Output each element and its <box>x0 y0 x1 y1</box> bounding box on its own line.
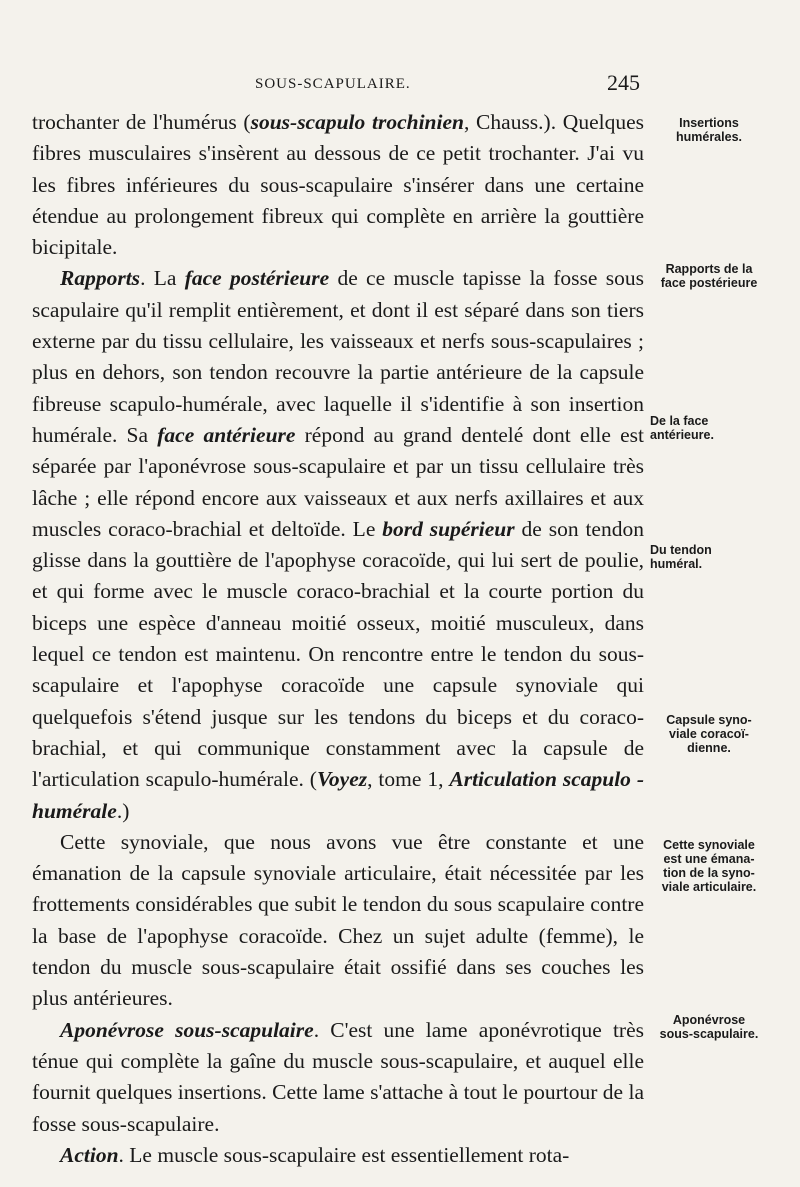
margin-note-line: huméral. <box>650 557 703 571</box>
running-head <box>220 70 640 100</box>
margin-note-line: viale articulaire. <box>661 880 757 894</box>
paragraph-p2: Rapports. La face postérieure de ce muscle tapisse la fosse sous scapulaire qu'il remplit entièrement, et dont il est séparé dans son tiers externe par du tissu cellulaire, les vaisseaux et nerfs sous-scapulaires ; plus en dehors, son tendon recouvre la partie antérieure de la capsule fibreuse scapulo-humérale, avec laquelle il s'identifie à son insertion humérale. Sa face antérieure répond au grand dentelé dont elle est séparée par l'aponévrose sous-scapulaire et par un tissu cellulaire très lâche ; elle répond encore aux vaisseaux et aux nerfs axillaires et aux muscles coraco-brachial et deltoïde. Le bord supérieur de son tendon glisse dans la gouttière de l'apophyse coracoïde, qui lui sert de poulie, et qui forme avec le muscle coraco-brachial et la courte portion du biceps une espèce d'anneau moitié osseux, moitié musculeux, dans lequel ce tendon est maintenu. On rencontre entre le tendon du sous-scapulaire et l'apophyse coracoïde une capsule synoviale qui quelquefois s'étend jusque sur les tendons du biceps et du coraco-brachial, et qui communique constamment avec la capsule de l'articulation scapulo-humérale. (Voyez, tome 1, Articulation scapulo -humérale.) <box>32 266 644 823</box>
paragraph-p5: Action. Le muscle sous-scapulaire est essentiellement rota- <box>60 1142 570 1167</box>
margin-note-tendon <box>650 543 768 571</box>
margin-note-line: humérales. <box>675 130 742 144</box>
margin-note-line: Capsule syno- <box>666 713 752 727</box>
running-head-title: SOUS-SCAPULAIRE. <box>255 76 411 92</box>
margin-note-line: Cette synoviale <box>663 838 755 852</box>
page-number: 245 <box>607 70 640 95</box>
margin-note-face-anterieure <box>650 414 768 442</box>
paragraph-p1: trochanter de l'humérus (sous-scapulo trochinien, Chauss.). Quelques fibres musculaires s'insèrent au dessous de ce petit trochanter. J'ai vu les fibres inférieures du sous-scapulaire s'insérer dans une certaine étendue au prolongement fibreux qui complète en arrière la gouttière bicipitale. <box>32 110 644 260</box>
paragraph-p3: Cette synoviale, que nous avons vue être constante et une émanation de la capsule synoviale articulaire, était nécessitée par les frottements considérables que subit le tendon du sous scapulaire contre la base de l'apophyse coracoïde. Chez un sujet adulte (femme), le tendon du muscle sous-scapulaire était ossifié dans ses couches les plus antérieures. <box>32 829 644 1011</box>
body-text <box>32 107 644 1171</box>
margin-note-synoviale <box>650 838 768 894</box>
margin-note-line: De la face <box>650 414 709 428</box>
margin-note-line: face postérieure <box>660 276 758 290</box>
margin-note-line: Du tendon <box>650 543 712 557</box>
margin-note-line: antérieure. <box>650 428 714 442</box>
margin-note-insertions <box>650 116 768 144</box>
margin-note-line: Aponévrose <box>672 1013 746 1027</box>
margin-note-aponevrose <box>650 1013 768 1041</box>
paragraph-p4: Aponévrose sous-scapulaire. C'est une lame aponévrotique très ténue qui complète la gaîne du muscle sous-scapulaire, et auquel elle fournit quelques insertions. Cette lame s'attache à tout le pourtour de la fosse sous-scapulaire. <box>32 1017 645 1136</box>
margin-note-line: est une émana- <box>663 852 755 866</box>
margin-note-line: viale coracoï- <box>669 727 749 741</box>
margin-note-line: Insertions <box>679 116 739 130</box>
margin-note-rapports <box>650 262 768 290</box>
margin-note-line: Rapports de la <box>665 262 753 276</box>
margin-note-line: dienne. <box>687 741 731 755</box>
margin-note-capsule <box>650 713 768 755</box>
margin-note-line: tion de la syno- <box>663 866 755 880</box>
margin-note-line: sous-scapulaire. <box>659 1027 759 1041</box>
